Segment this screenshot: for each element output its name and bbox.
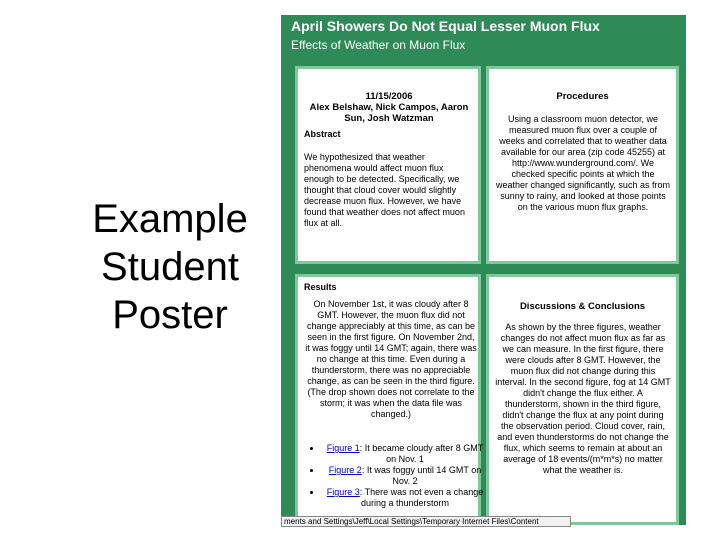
procedures-panel xyxy=(486,66,679,264)
list-item xyxy=(322,465,488,487)
abstract-heading: Abstract xyxy=(304,129,341,139)
discussion-panel xyxy=(486,274,679,525)
results-body: On November 1st, it was cloudy after 8 GMT. However, the muon flux did not change appreciably at this time, as can be seen in the first figure. On November 2nd, it was foggy until 14 GMT; again, there was no change at this time. Even during a thunderstorm, there was no appreciable change, as can be seen in the third figure. (The drop shown does not correlate to the storm; it was when the data file was changed.) xyxy=(305,299,477,419)
procedures-body: Using a classroom muon detector, we measured muon flux over a couple of weeks and correlated that to weather data available for our area (zip code 45255) at http://www.wunderground.com/. We checked specific points at which the weather changed significantly, such as from sunny to rainy, and looked at those points on the various muon flux graphs. xyxy=(496,114,670,212)
figure-1-link[interactable]: Figure 1 xyxy=(326,443,360,453)
figure-list xyxy=(308,443,488,509)
results-panel xyxy=(295,274,484,525)
slide-label xyxy=(70,195,270,339)
results-heading: Results xyxy=(304,282,337,292)
figure-3-link[interactable]: Figure 3 xyxy=(326,487,360,497)
figure-2-link[interactable]: Figure 2 xyxy=(328,465,362,475)
figure-3-caption: : There was not even a change during a thunderstorm xyxy=(359,487,484,508)
procedures-heading: Procedures xyxy=(556,91,609,102)
discussion-body: As shown by the three figures, weather changes do not affect muon flux as far as we can measure. In the first figure, there were clouds after 8 GMT. However, the muon flux did not change during this interval. In the second figure, fog at 14 GMT didn't change the flux either. A thunderstorm, shown in the third figure, didn't change the flux at any point during the observation period. Cloud cover, rain, and even thunderstorms do not change the flux, which seems to remain at about an average of 18 events/(m*m*s) no matter what the weather is. xyxy=(495,322,671,475)
poster xyxy=(281,15,686,525)
poster-date: 11/15/2006 xyxy=(365,91,413,102)
discussion-heading: Discussions & Conclusions xyxy=(519,301,646,312)
abstract-panel xyxy=(295,66,481,264)
slide-label-line-3: Poster xyxy=(112,293,228,337)
list-item xyxy=(322,487,488,509)
figure-1-caption: : It became cloudy after 8 GMT on Nov. 1 xyxy=(359,443,484,464)
slide-label-line-2: Student xyxy=(101,245,239,289)
abstract-body: We hypothesized that weather phenomena would affect muon flux enough to be detected. Specifically, we thought that cloud cover would slightly decrease muon flux. However, we have found that weather does not affect muon flux at all. xyxy=(304,152,465,228)
list-item xyxy=(322,443,488,465)
slide-label-line-1: Example xyxy=(92,197,248,241)
status-bar: ments and Settings\Jeff\Local Settings\Temporary Internet Files\Content xyxy=(281,516,571,527)
author-block xyxy=(304,91,474,124)
poster-title: April Showers Do Not Equal Lesser Muon Flux xyxy=(291,18,600,34)
poster-subtitle: Effects of Weather on Muon Flux xyxy=(291,38,466,52)
figure-2-caption: : It was foggy until 14 GMT on Nov. 2 xyxy=(361,465,482,486)
poster-authors: Alex Belshaw, Nick Campos, Aaron Sun, Josh Watzman xyxy=(309,102,469,124)
